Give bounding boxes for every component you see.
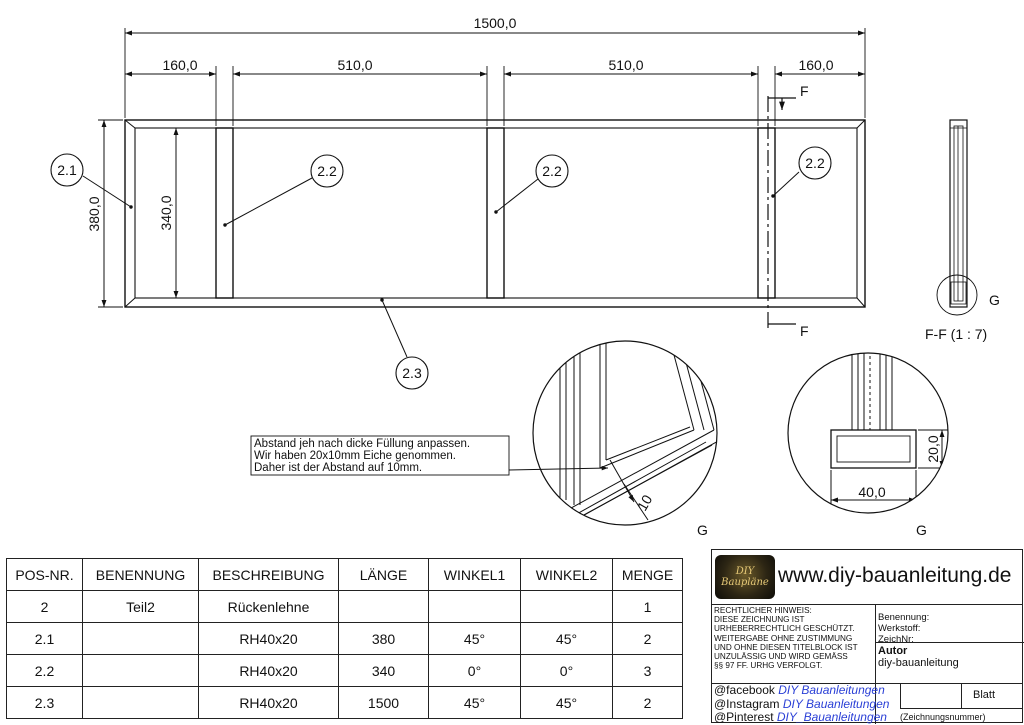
svg-text:2.2: 2.2 xyxy=(317,163,337,179)
frame-inner-outline xyxy=(135,128,857,298)
note-line-1: Abstand jeh nach dicke Füllung anpassen. xyxy=(254,438,471,450)
note-line-2: Wir haben 20x10mm Eiche genommen. xyxy=(254,450,456,462)
cell-pos: 2.3 xyxy=(7,687,83,719)
frame-front-view xyxy=(125,120,865,307)
dim-seg-left: 160,0 xyxy=(162,57,198,73)
cell-winkel1: 45° xyxy=(429,687,521,719)
autor-section xyxy=(876,642,1024,671)
cell-benennung xyxy=(83,655,199,687)
balloon-2-2-a xyxy=(311,155,343,187)
legal-line: DIESE ZEICHNUNG IST xyxy=(714,615,805,625)
cell-laenge: 380 xyxy=(339,623,429,655)
svg-text:2.3: 2.3 xyxy=(402,365,422,381)
logo-text-top: DIY xyxy=(735,566,755,577)
dim-gap: 10 xyxy=(633,492,656,514)
legal-line: URHEBERRECHTLICH GESCHÜTZT. xyxy=(714,624,855,634)
note-line-3: Daher ist der Abstand auf 10mm. xyxy=(254,462,423,474)
dimension-lines xyxy=(104,33,865,307)
zeichnungsnummer-label: (Zeichnungsnummer) xyxy=(900,712,986,722)
detail-label-g-2: G xyxy=(916,522,927,538)
cell-beschreibung: RH40x20 xyxy=(199,623,339,655)
social-link-name[interactable]: DIY Bauanleitungen xyxy=(778,683,885,697)
table-row xyxy=(7,591,683,623)
cell-benennung xyxy=(83,623,199,655)
cell-beschreibung: Rückenlehne xyxy=(199,591,339,623)
dim-overall-length: 1500,0 xyxy=(473,15,517,31)
cell-laenge: 340 xyxy=(339,655,429,687)
svg-text:2.2: 2.2 xyxy=(805,155,825,171)
autor-value: diy-bauanleitung xyxy=(878,657,959,669)
title-block-header xyxy=(712,550,1022,605)
col-header-beschreibung: BESCHREIBUNG xyxy=(199,559,339,591)
frame-outer-outline xyxy=(125,120,865,307)
balloon-2-3 xyxy=(396,357,428,389)
legal-line: §§ 97 FF. URHG VERFOLGT. xyxy=(714,661,823,671)
detail-view-gap xyxy=(533,340,720,535)
legal-line: UNZULÄSSIG UND WIRD GEMÄSS xyxy=(714,652,848,662)
title-block xyxy=(711,549,1023,723)
blatt-label: Blatt xyxy=(973,689,996,701)
cell-winkel2 xyxy=(521,591,613,623)
legal-line: RECHTLICHER HINWEIS: xyxy=(714,606,812,615)
crossbar-3 xyxy=(758,128,775,298)
social-links xyxy=(714,684,889,725)
cell-menge: 2 xyxy=(613,623,683,655)
dim-profile-width: 40,0 xyxy=(858,484,886,500)
col-header-menge: MENGE xyxy=(613,559,683,591)
balloon-2-2-b xyxy=(536,155,568,187)
cell-menge: 1 xyxy=(613,591,683,623)
legal-line: WEITERGABE OHNE ZUSTIMMUNG xyxy=(714,633,853,643)
extension-lines xyxy=(98,28,865,307)
dim-seg-right: 160,0 xyxy=(798,57,834,73)
social-platform: @Instagram xyxy=(714,696,780,711)
social-link-name[interactable]: DIY_Bauanleitungen xyxy=(776,710,887,724)
blatt-cell xyxy=(900,684,1023,709)
balloon-leaders xyxy=(83,172,799,357)
svg-text:2.2: 2.2 xyxy=(542,163,562,179)
cell-winkel1 xyxy=(429,591,521,623)
table-row xyxy=(7,655,683,687)
col-header-winkel2: WINKEL2 xyxy=(521,559,613,591)
social-platform: @facebook xyxy=(714,683,775,697)
col-header-benennung: BENENNUNG xyxy=(83,559,199,591)
social-instagram[interactable] xyxy=(714,698,889,712)
dim-height-outer: 380,0 xyxy=(86,196,102,232)
dim-profile-height: 20,0 xyxy=(925,435,941,463)
crossbar-1 xyxy=(216,128,233,298)
cell-pos: 2.2 xyxy=(7,655,83,687)
crossbar-2 xyxy=(487,128,504,298)
col-header-winkel1: WINKEL1 xyxy=(429,559,521,591)
section-letter-top: F xyxy=(800,83,809,99)
dim-seg-mid-right: 510,0 xyxy=(608,57,644,73)
cell-laenge: 1500 xyxy=(339,687,429,719)
cell-benennung: Teil2 xyxy=(83,591,199,623)
social-platform: @Pinterest xyxy=(714,710,774,724)
diy-logo xyxy=(715,555,775,599)
balloon-2-1 xyxy=(51,154,83,186)
cell-pos: 2 xyxy=(7,591,83,623)
parts-list-table xyxy=(6,558,683,719)
cell-winkel1: 0° xyxy=(429,655,521,687)
section-view-ff xyxy=(937,120,977,315)
cell-laenge xyxy=(339,591,429,623)
cell-winkel2: 45° xyxy=(521,623,613,655)
table-row xyxy=(7,623,683,655)
col-header-laenge: LÄNGE xyxy=(339,559,429,591)
detail-marker-g: G xyxy=(989,292,1000,308)
cell-benennung xyxy=(83,687,199,719)
balloon-2-2-c xyxy=(799,147,831,179)
svg-text:2.1: 2.1 xyxy=(57,162,77,178)
werkstoff-label: Werkstoff: xyxy=(878,623,921,634)
social-facebook[interactable] xyxy=(714,684,889,698)
dim-seg-mid-left: 510,0 xyxy=(337,57,373,73)
cell-winkel2: 0° xyxy=(521,655,613,687)
section-view-label: F-F (1 : 7) xyxy=(925,326,988,342)
section-letter-bottom: F xyxy=(800,323,809,339)
cell-winkel1: 45° xyxy=(429,623,521,655)
table-header-row xyxy=(7,559,683,591)
logo-text-bottom: Baupläne xyxy=(721,577,769,588)
social-pinterest[interactable] xyxy=(714,711,889,725)
col-header-pos: POS-NR. xyxy=(7,559,83,591)
title-block-meta xyxy=(878,612,929,645)
legal-notice xyxy=(714,606,874,670)
social-link-name[interactable]: DIY Bauanleitungen xyxy=(782,696,890,711)
cell-beschreibung: RH40x20 xyxy=(199,687,339,719)
legal-line: UND OHNE DIESEN TITELBLOCK IST xyxy=(714,642,858,652)
website-label: www.diy-bauanleitung.de xyxy=(778,564,1012,587)
detail-label-g-1: G xyxy=(697,522,708,538)
dim-height-inner: 340,0 xyxy=(158,195,174,231)
cell-winkel2: 45° xyxy=(521,687,613,719)
cell-menge: 2 xyxy=(613,687,683,719)
cell-menge: 3 xyxy=(613,655,683,687)
benennung-label: Benennung: xyxy=(878,612,930,623)
cell-beschreibung: RH40x20 xyxy=(199,655,339,687)
autor-label: Autor xyxy=(878,645,908,657)
table-row xyxy=(7,687,683,719)
detail-view-profile xyxy=(788,350,948,513)
cell-pos: 2.1 xyxy=(7,623,83,655)
zeichnr-label: ZeichNr: xyxy=(878,634,914,645)
section-line-f xyxy=(768,96,796,328)
